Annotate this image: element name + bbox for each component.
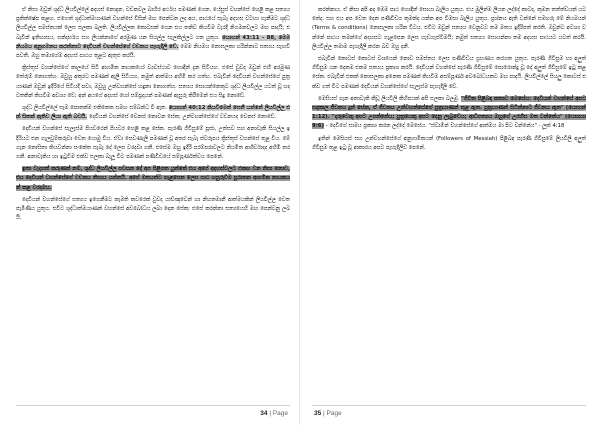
paragraph [16, 64, 290, 101]
footer-rule [312, 405, 586, 406]
paragraph-text: එබැවින් කොටස් කොටස් වශයෙන් නොව සමස්තය ලෙස පණිවිඩය ග්‍රහණය කරගත යුතුය. පැරණි ගිවිසුම හා අලුත් ගිවිසුම යන දෙකම එකම සත්‍යය ප්‍රකාශ කරයි. [312, 56, 586, 72]
paragraph-text: - දෙවිගේ සාමය ප්‍රකාශ කරන ලද්දේ මෙසේය. "ස්වාමීන් වහන්සේගේ ආත්මය මා පිට වන්නේය" - ලූක් 4:18 [324, 123, 565, 130]
footer-rule [16, 405, 290, 406]
paragraph-text: දෙවියන් වහන්සේ පැරණි ගිවිසුමේ පොරොන්දු වූ දේ අලුත් ගිවිසුමේ ඉටු කළ සේක. එබැවින් එකක් නොසලකා අනෙක පමණක් කියවීම අසම්පූර්ණ අවබෝධයකට මඟ පාදයි. ලියවිල්ලේ සියලු කොටස් එක්ව ගත් විට පමණක් දෙවියන් වහන්සේගේ සැලැස්ම පැහැදිලි වේ. [312, 65, 586, 90]
page-number: 34 [260, 410, 268, 417]
right-page-body [312, 6, 586, 153]
paragraph [16, 196, 290, 224]
paragraph-text: Terms & conditions) නොසලකා හරින විටය. එවිට ඔවුන් සත්‍යය වෙනුවට තම මතය ඉදිරිපත් කරති. ඔවුන්ට අවශ්‍ය වන්නේ පාඨය තමන්ගේ අදහසට ගැළපෙන ලෙස හැඩගැස්වීමයි; නමුත් සත්‍යය සොයන්නා තම අදහස පාඨයට යටත් කරයි. ලියවිල්ල තමාම පැහැදිලි කරන බව ඔහු දනී. [312, 25, 586, 50]
paragraph [312, 55, 586, 92]
paragraph [16, 125, 290, 162]
paragraph [312, 135, 586, 153]
footer-separator: | [323, 410, 327, 417]
paragraph [16, 6, 290, 61]
highlighted-text: "ජීවිත පිළිබඳ කතාව මෙසේය: දෙවියන් වහන්සේ අපට සදාකාල ජීවනය දුන් සේක, ඒ ජීවනය උන්වහන්සේගේ පුත්‍රයාණන් තුළ ඇත. පුත්‍රයාණන් සිටින්නාට ජීවනය ඇත" (යොහන් 1:12). "දරුවෙකු අපට උපන්නේය; පුත්‍රයෙකු අපට දෙනු ලැබුවේය; ආධිපත්‍යය ඔහුගේ උරහිස මත වන්නේය" (යෙසායා 9:6) [312, 95, 586, 130]
paragraph-text: මෙසියස් ගැන අනාවැකි කීවූ ලියවිලි කිහිපයක් අපි සලකා බලමු. [318, 95, 462, 102]
paragraph-text: දෙවියන් වහන්සේ වෙනස් නොවන සේක; උන්වහන්සේගේ වචනයද වෙනස් නොවේ. [87, 114, 277, 121]
paragraph [312, 6, 586, 52]
paragraph [312, 95, 586, 132]
footer-separator: | [269, 410, 273, 417]
paragraph-text: ශු‍ද්ධ ලියවිල්ලේ සෑම පොතක්ම එකිනෙක සමඟ සම්බන්ධ වී ඇත. [22, 105, 169, 112]
paragraph [16, 104, 290, 122]
page-label: Page [272, 410, 288, 417]
page-footer [260, 410, 288, 417]
left-page-body [16, 6, 290, 223]
paragraph-text: කරන්නාය. ඒ නිසා අපි අද මෙම පාඨ හොඳින් සොයා බැලිය යුතුය. එය මුලින්ම ලියන ලද්දේ කාටද, කුමන තත්ත්වයක් යටතේද, සහ එය අප වෙත දෙන පණිවිඩය කුමක්ද යන්න අප විමසා බැලිය යුතුය. ප්‍රශ්නය ඇති වන්නේ සමහරු මේ නියමයන් ( [312, 7, 586, 32]
page-number: 35 [314, 410, 322, 417]
paragraph-text: එබැවින් දෙවියන් වහන්සේගේ පුත්‍රයාණන් ඔවුන් ඉදිරියේ සිටියදී පවා, ඔවුහු උන්වහන්සේ හඳුනා නොගත්හ. සත්‍යය සොයන්නෙකුට ශු‍ද්ධ ලියවිල්ල යටත් වූ හදවතකින් කියවීම අවශ්‍ය වේ; අන් අයගේ අදහස් හෝ සම්ප්‍රදායන් පමණක් ඇසුරු කිරීමෙන් එය සිදු නොවේ. [16, 74, 290, 99]
paragraph-text: ඉතින් මෙසියස් සහ උන්වහන්සේගේ අනුගාමිකයන් ( [318, 135, 439, 142]
highlighted-text: ඉතා වැදගත් කරුණක් නම්, ශු‍ද්ධ ලියවිල්ල පවසන දේ අප පිළිගත යුත්තේ එය අපේ අදහස්වලට එකඟ වන නිසා නොව, එය දෙවියන් වහන්සේගේ වචනය නිසාය යන්නයි. අපේ මතයන්ට ගැළපෙන ලෙස පාඨ හසුරුවීම පුරාතන ආගමික නායකයන් කළ වරදමය. [16, 166, 290, 191]
paragraph-text: දෙවියන් වහන්සේ සැලැස්ම පියවරෙන් පියවර හෙළි කළ සේක. පැරණි ගිවිසුමේ පූජා, උත්සව සහ අනාවැකි සියල්ල ඉදිරියට එන ගැලවුම්කරුවා වෙත යොමු විය. [16, 126, 290, 142]
highlighted-text: යොහන් 43:11 - 88, මෙම නියමය අනුගමනය කරන්නාට දෙවියන් වහන්සේගේ වචනය පැහැදිලි වේ. [16, 34, 290, 50]
paragraph-text: දෙවියන් වහන්සේගේ සත්‍යය ඉගෙනීමට කැමති කවරෙක් වුවද යාච්ඤාවෙන් හා නිහතමානී ආත්මයකින් ලියවිල්ල වෙත පැමිණිය යුතුය. එවිට ශු‍ද්ධාත්මයාණන් වහන්සේ අවබෝධය ලබා දෙන සේක; [16, 196, 290, 213]
paragraph-text: Followers of Messiah) පිළිබඳ පැරණි ගිවිසුමේ ලියවිලි අලුත් ගිවිසුම තුළ ඉටු වූ ආකාරය අපට පැහැදිලිව පෙනේ. [312, 135, 586, 151]
page-footer [314, 410, 342, 417]
paragraph-text: ඒ නිසා ඔවුන් ශු‍ද්ධ ලියවිල්ලේ අදහස් නොදැන, වචනවල බාහිර අර්ථය පමණක් ගෙන, යේසුස් වහන්සේ හෙළි කළ සත්‍යය ප්‍රතික්ෂේප කළහ. එහෙත් ශු‍ද්ධාත්මයාණන් වහන්සේ විසින් මඟ පෙන්වන ලද අය, පාඨයේ සැබෑ අදහස වටහා ගැනීමට ශු‍ද්ධ ලියවිල්ල සමස්තයක් ලෙස සලකා බලති. ලියවිල්ලක කොටසක් ගෙන එය තනිව කියවීම වැරදි නිගමනවලට මඟ පාදයි; එබැවින් ඉතිහාසය, සන්දර්භය සහ ලියන්නාගේ අරමුණ යන සියල්ල සැලකිල්ලට ගත යුතුය. [16, 7, 290, 41]
paragraph-text: ක්‍රිස්තුස් වහන්සේගේ කාලයේ සිටි ආගමික නායකයෝ ව්‍යවස්ථාව හොඳින් දැන සිටියහ. එසේ වුවද ඔවුන් එහි අරමුණ තේරුම් නොගත්හ. ඔවුහු අකුරට පමණක් ඇලී සිටියහ, නමුත් ආත්මය අහිමි කර ගත්හ. [16, 65, 290, 81]
paragraph-text: එසේ කරන්නා සත්‍යයෙහි මඟ පෙන්වනු ලබයි. [16, 206, 290, 222]
highlighted-text: යොහන් 40:12 කියවීමෙන් පෙනී යන්නේ ලියවිල්ල එක් සිතක් ඇතිව ලියා ඇති බවයි. [16, 105, 290, 121]
paragraph-text: ඒවා සෙවණැලි පමණක් වූ අතර සැබෑ ස්වරූපය ක්‍රිස්තුස් වහන්සේ තුළ විය. මේ ගැන නොසිතා කියවන්නා සංකේත සැබෑ දේ ලෙස වරදවා ගනී. එසේම ඔහු ඉදිරි පරම්පරාවලට නියමිත ආශීර්වාදද අහිමි කර ගනී. අනාවැකිය හා ඉටුවීම එක්ව සලකා බැලූ විට පමණක් පණිවිඩයේ සම්පූර්ණත්වය පෙනේ. [16, 135, 290, 161]
paragraph [16, 165, 290, 193]
right-page [300, 0, 600, 425]
page-label: Page [326, 410, 342, 417]
paragraph-text: මෙම නියමය නොසලකා හරින්නාට සත්‍යය සැඟවී පවතී, ඔහු තමාගේම අදහස් පාඨය තුළට ඇතුළු කරයි. [16, 43, 290, 60]
